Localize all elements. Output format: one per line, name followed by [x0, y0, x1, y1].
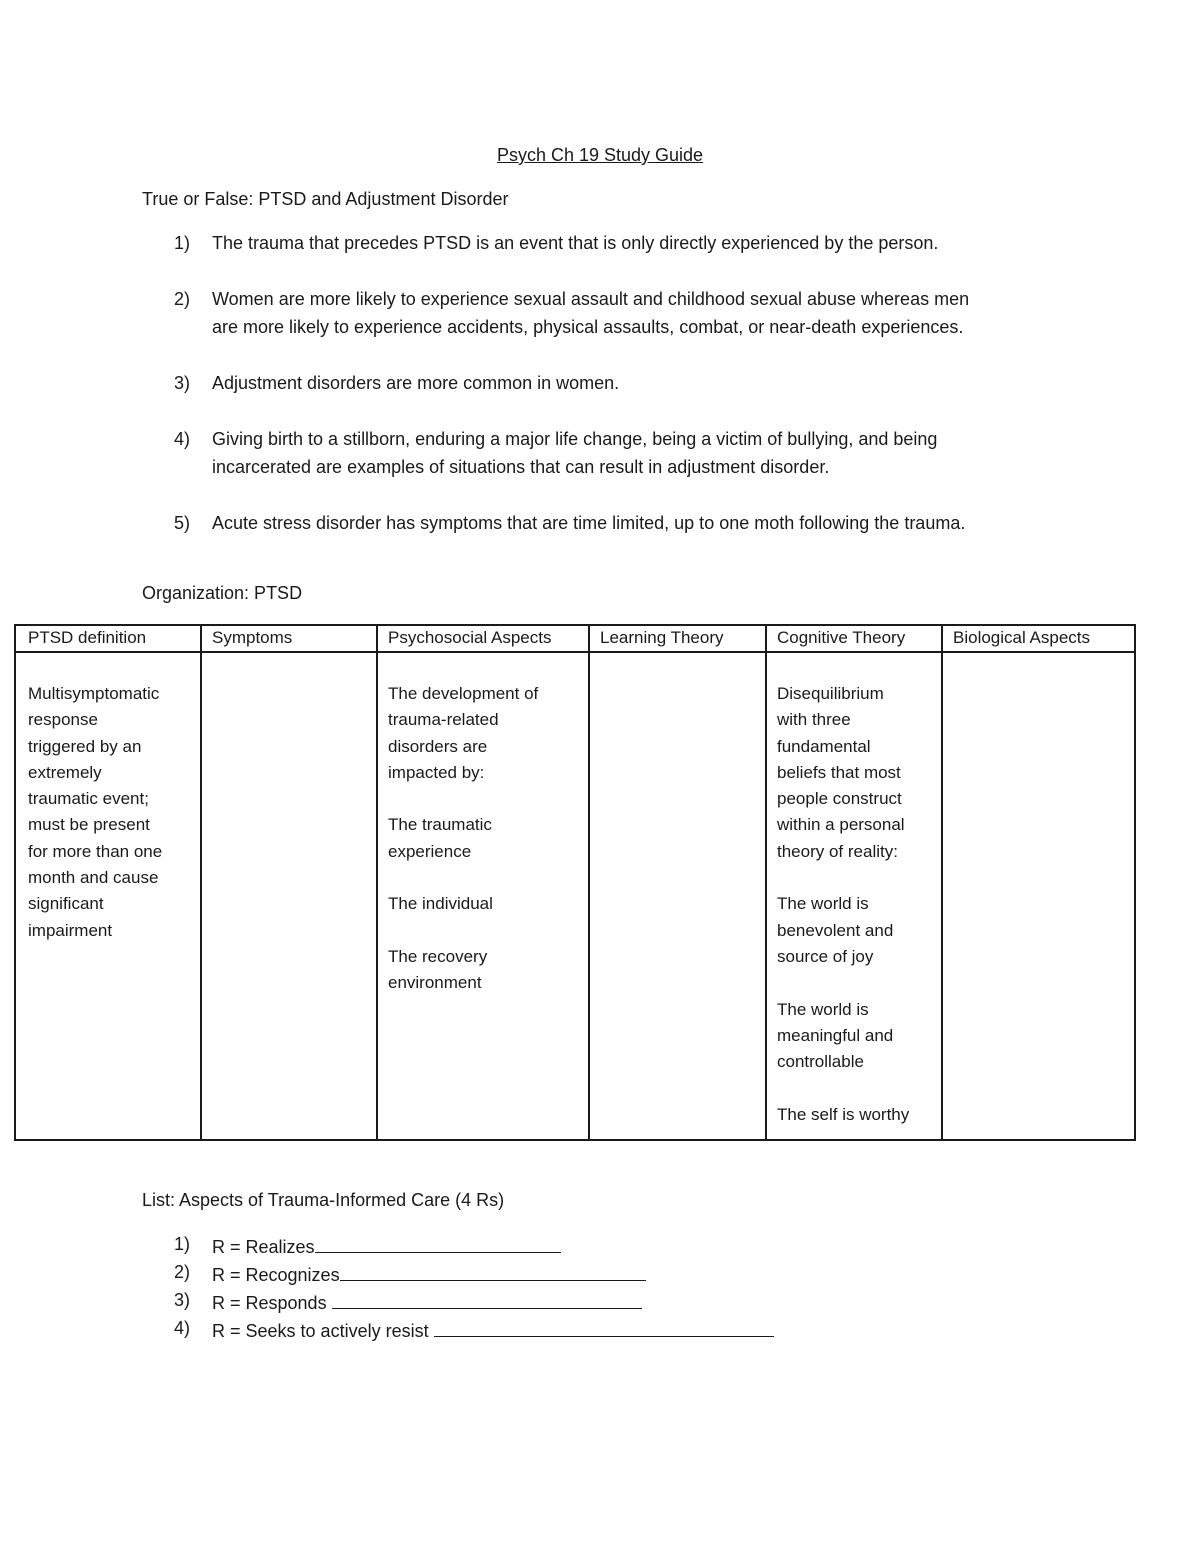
- cell-line: The world is: [777, 894, 869, 914]
- cell-line: trauma-related: [388, 710, 499, 730]
- column-header-psychosocial: Psychosocial Aspects: [388, 628, 552, 647]
- cell-line: triggered by an: [28, 736, 142, 756]
- cell-line: The individual: [388, 894, 493, 914]
- cell-definition: [28, 681, 162, 944]
- cell-cognitive: [777, 681, 909, 1128]
- cell-psychosocial: [388, 681, 538, 997]
- item-number: 2): [174, 1262, 191, 1282]
- column-header-symptoms: Symptoms: [212, 628, 293, 647]
- item-text: Adjustment disorders are more common in women.: [212, 373, 620, 393]
- cell-line: controllable: [777, 1052, 864, 1072]
- item-text: are more likely to experience accidents, physical assaults, combat, or near-death experiences.: [212, 317, 964, 337]
- cell-spacer: [388, 865, 538, 891]
- column-divider: [376, 626, 378, 1139]
- item-text: R = Seeks to actively resist: [212, 1321, 429, 1341]
- true-false-item: [174, 285, 1074, 343]
- column-header-definition: PTSD definition: [28, 628, 147, 647]
- list-heading: List: Aspects of Trauma-Informed Care (4 Rs): [142, 1190, 505, 1210]
- item-text: The trauma that precedes PTSD is an event that is only directly experienced by the person.: [212, 233, 939, 253]
- true-false-heading: True or False: PTSD and Adjustment Disorder: [142, 189, 509, 209]
- item-text: R = Recognizes: [212, 1265, 340, 1285]
- cell-spacer: [388, 786, 538, 812]
- cell-line: Disequilibrium: [777, 684, 884, 703]
- cell-line: extremely: [28, 762, 102, 782]
- cell-spacer: [388, 918, 538, 944]
- cell-line: The world is: [777, 999, 869, 1019]
- item-text: R = Realizes: [212, 1237, 315, 1257]
- answer-blank[interactable]: [340, 1262, 646, 1281]
- column-divider: [765, 626, 767, 1139]
- cell-line: must be present: [28, 815, 150, 835]
- cell-line: benevolent and: [777, 920, 894, 940]
- cell-spacer: [777, 970, 909, 996]
- item-number: 3): [174, 1290, 191, 1310]
- column-divider: [941, 626, 943, 1139]
- answer-blank[interactable]: [332, 1290, 642, 1309]
- item-number: 5): [174, 513, 191, 533]
- cell-line: The traumatic: [388, 815, 492, 835]
- true-false-item: [174, 229, 1074, 259]
- cell-line: significant: [28, 894, 104, 914]
- item-number: 4): [174, 1318, 191, 1338]
- item-number: 2): [174, 289, 191, 309]
- cell-line: impairment: [28, 920, 113, 940]
- cell-line: for more than one: [28, 841, 163, 861]
- item-text: Women are more likely to experience sexual assault and childhood sexual abuse whereas men: [212, 289, 970, 309]
- true-false-item: [174, 509, 1074, 539]
- cell-line: environment: [388, 973, 482, 993]
- cell-line: theory of reality:: [777, 841, 898, 861]
- cell-line: impacted by:: [388, 762, 485, 782]
- cell-line: traumatic event;: [28, 789, 149, 809]
- cell-spacer: [777, 1075, 909, 1101]
- cell-line: meaningful and: [777, 1025, 894, 1045]
- cell-line: beliefs that most: [777, 762, 901, 782]
- cell-line: fundamental: [777, 736, 871, 756]
- cell-line: source of joy: [777, 946, 874, 966]
- cell-line: with three: [777, 710, 851, 730]
- column-divider: [588, 626, 590, 1139]
- page-title: Psych Ch 19 Study Guide: [496, 145, 704, 165]
- item-text: incarcerated are examples of situations that can result in adjustment disorder.: [212, 457, 830, 477]
- answer-blank[interactable]: [434, 1318, 774, 1337]
- column-header-cognitive: Cognitive Theory: [777, 628, 906, 647]
- item-number: 1): [174, 233, 191, 253]
- organization-heading: Organization: PTSD: [142, 583, 303, 603]
- cell-line: people construct: [777, 789, 902, 809]
- item-text: R = Responds: [212, 1293, 327, 1313]
- cell-line: Multisymptomatic: [28, 684, 160, 703]
- cell-line: The recovery: [388, 946, 488, 966]
- cell-line: The self is worthy: [777, 1104, 910, 1124]
- item-number: 4): [174, 429, 191, 449]
- column-divider: [200, 626, 202, 1139]
- answer-blank[interactable]: [315, 1234, 561, 1253]
- column-header-biological: Biological Aspects: [953, 628, 1091, 647]
- cell-line: experience: [388, 841, 472, 861]
- cell-line: within a personal: [777, 815, 905, 835]
- cell-spacer: [777, 865, 909, 891]
- true-false-item: [174, 369, 1074, 399]
- item-text: Giving birth to a stillborn, enduring a major life change, being a victim of bullying, and being: [212, 429, 938, 449]
- ptsd-organization-table: [14, 624, 1136, 1141]
- item-text: Acute stress disorder has symptoms that are time limited, up to one moth following the trauma.: [212, 513, 966, 533]
- true-false-item: [174, 425, 1074, 483]
- cell-line: The development of: [388, 684, 539, 703]
- column-header-learning: Learning Theory: [600, 628, 724, 647]
- cell-line: response: [28, 710, 98, 730]
- header-divider: [16, 651, 1134, 653]
- item-number: 3): [174, 373, 191, 393]
- item-number: 1): [174, 1234, 191, 1254]
- cell-line: disorders are: [388, 736, 488, 756]
- cell-line: month and cause: [28, 868, 159, 888]
